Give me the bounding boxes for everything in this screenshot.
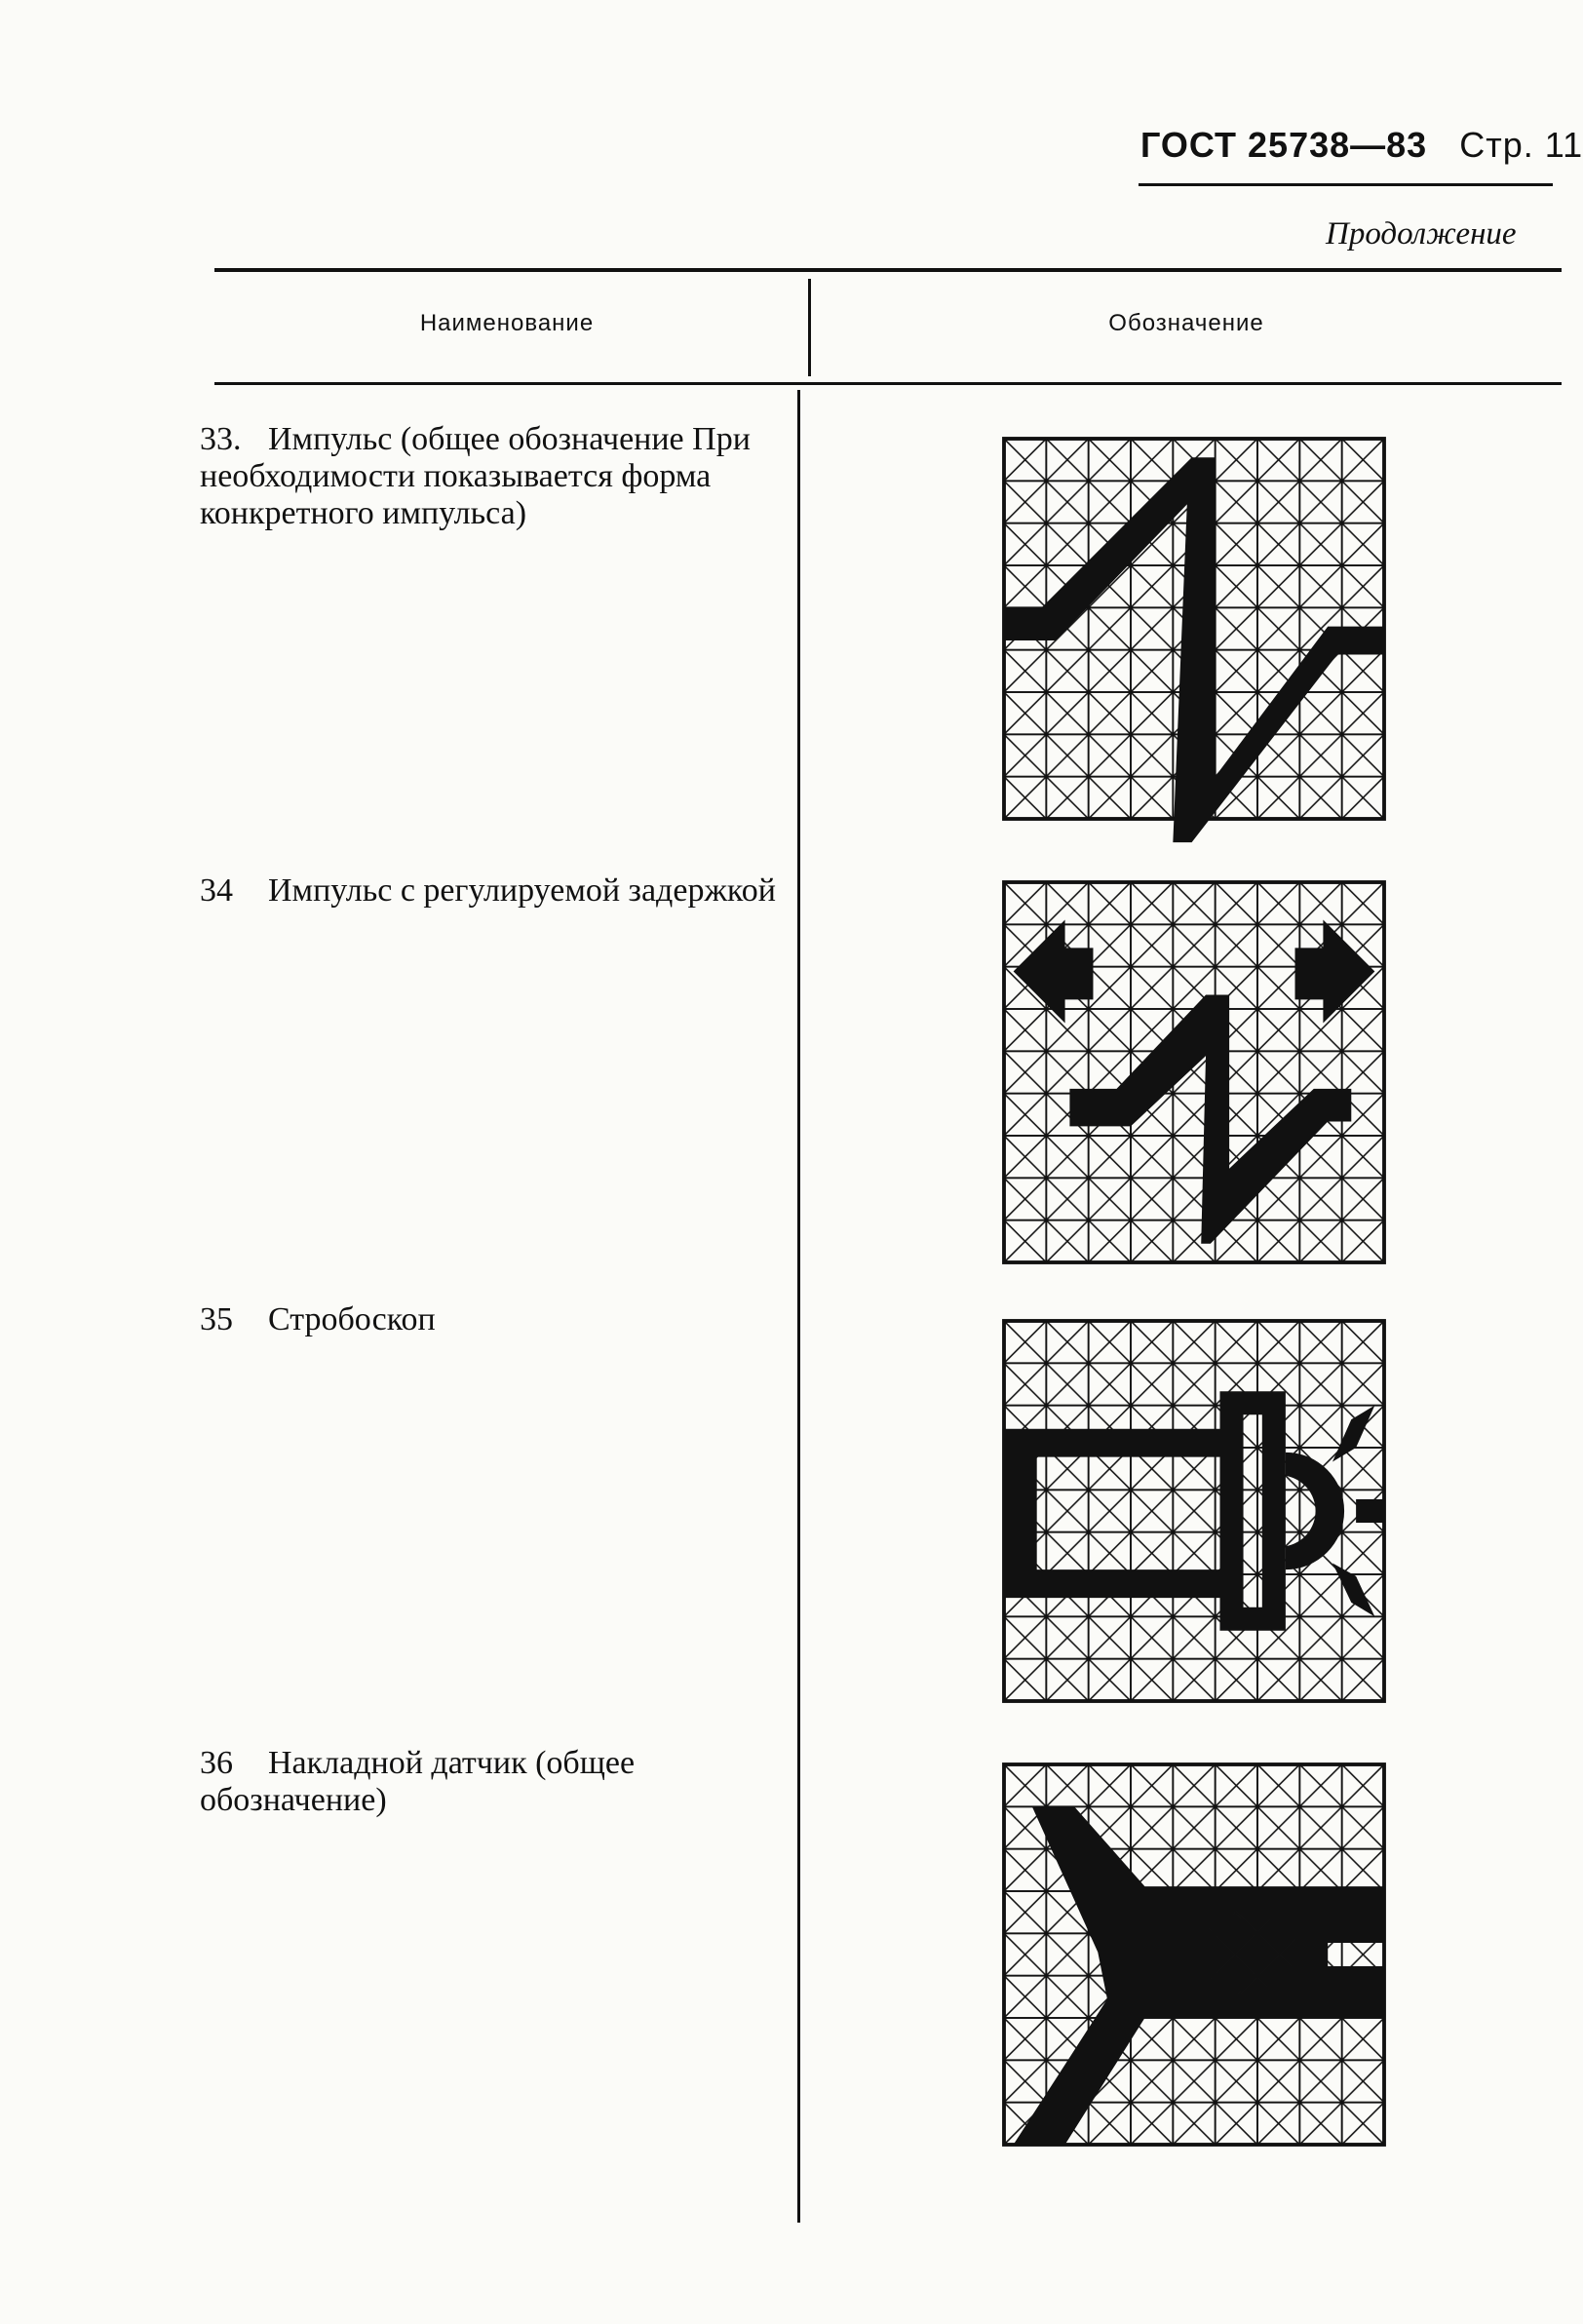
- table-row: [200, 1745, 785, 1819]
- row-name: Импульс (общее обозначение При необходимости показывается форма конкретного импульса): [200, 421, 751, 531]
- header-rule: [1139, 183, 1553, 186]
- row-name: Накладной датчик (общее обозначение): [200, 1745, 636, 1818]
- adjustable-delay-impulse-symbol: [1004, 882, 1384, 1262]
- standard-number: ГОСТ 25738—83: [1140, 125, 1428, 165]
- row-name: Импульс с регулируемой задержкой: [268, 872, 776, 909]
- row-number: 36: [200, 1745, 233, 1781]
- table-row: [200, 872, 785, 910]
- table-row: [200, 421, 785, 532]
- page-header: [1140, 125, 1583, 166]
- header-column-divider: [808, 279, 811, 376]
- overlay-sensor-symbol: [1004, 1764, 1384, 2145]
- row-number: 33.: [200, 421, 242, 457]
- row-number: 35: [200, 1301, 233, 1337]
- page-number: Стр. 11: [1459, 125, 1583, 165]
- impulse-symbol: [1004, 439, 1384, 819]
- row-name: Стробоскоп: [268, 1301, 436, 1337]
- table-header-rule: [214, 382, 1562, 385]
- table-row: [200, 1301, 785, 1338]
- body-column-divider: [797, 390, 800, 2223]
- continuation-label: Продолжение: [1326, 216, 1517, 252]
- column-header-name: Наименование: [419, 310, 595, 336]
- table-top-rule: [214, 268, 1562, 272]
- stroboscope-symbol: [1004, 1321, 1384, 1701]
- row-number: 34: [200, 872, 233, 909]
- column-header-symbol: Обозначение: [1108, 310, 1264, 336]
